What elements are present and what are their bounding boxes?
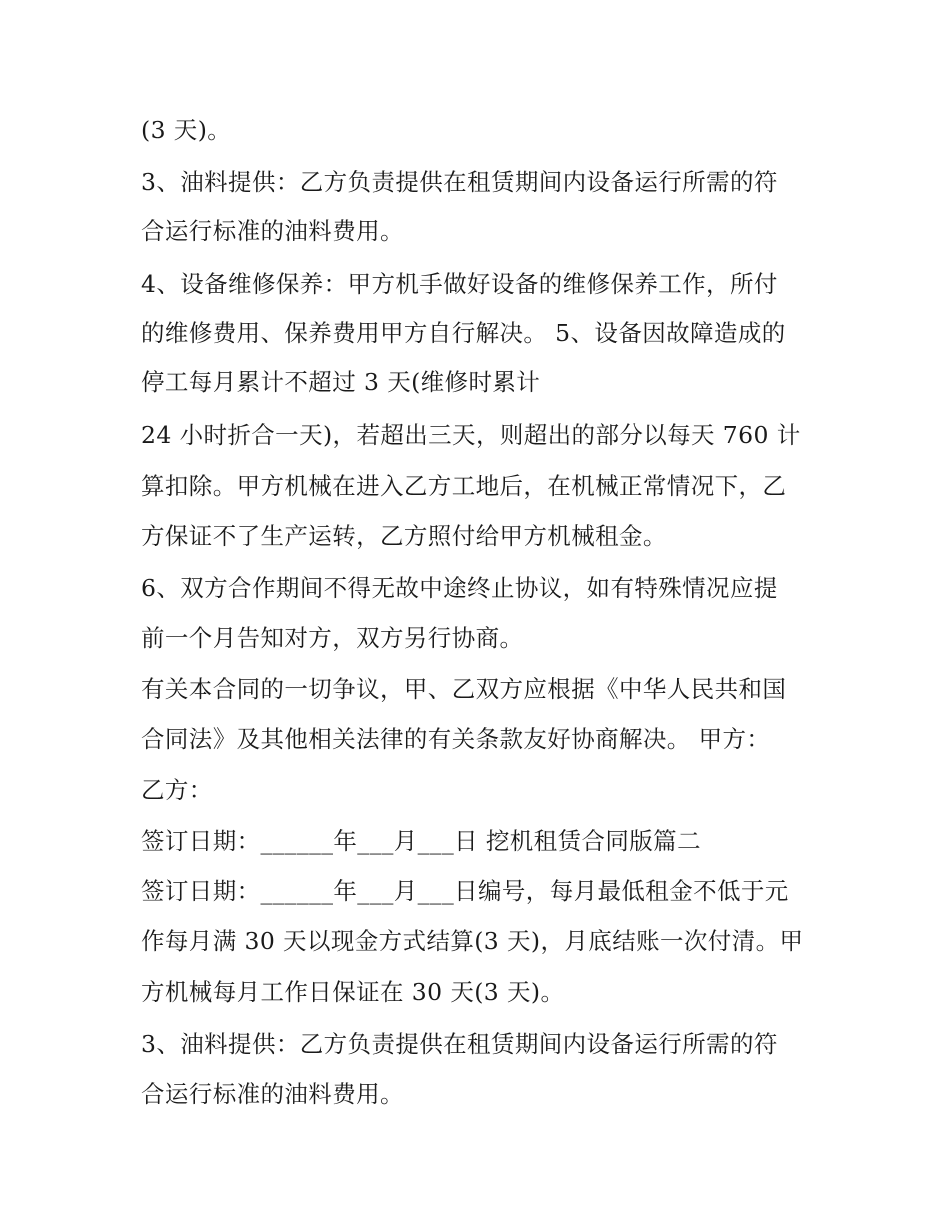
text-line-8: 算扣除。甲方机械在进入乙方工地后，在机械正常情况下，乙 [141,472,787,500]
text-line-15: 签订日期：______年___月___日 挖机租赁合同版篇二 [141,827,701,855]
text-line-3: 合运行标准的油料费用。 [141,217,404,245]
text-line-10: 6、双方合作期间不得无故中途终止协议，如有特殊情况应提 [141,574,778,602]
text-line-2: 3、油料提供：乙方负责提供在租赁期间内设备运行所需的符 [141,168,778,196]
text-line-7: 24 小时折合一天)，若超出三天，则超出的部分以每天 760 计 [141,421,801,449]
text-line-1: (3 天)。 [141,116,232,144]
text-line-6: 停工每月累计不超过 3 天(维修时累计 [141,368,541,396]
text-line-16: 签订日期：______年___月___日编号，每月最低租金不低于元 [141,877,789,905]
text-line-5: 的维修费用、保养费用甲方自行解决。 5、设备因故障造成的 [141,319,786,347]
text-line-13: 合同法》及其他相关法律的有关条款友好协商解决。 甲方： [141,725,771,753]
text-line-9: 方保证不了生产运转，乙方照付给甲方机械租金。 [141,522,667,550]
text-line-20: 合运行标准的油料费用。 [141,1080,404,1108]
text-line-4: 4、设备维修保养：甲方机手做好设备的维修保养工作，所付 [141,270,778,298]
text-line-18: 方机械每月工作日保证在 30 天(3 天)。 [141,978,565,1006]
text-line-11: 前一个月告知对方，双方另行协商。 [141,624,524,652]
text-line-17: 作每月满 30 天以现金方式结算(3 天)，月底结账一次付清。甲 [141,927,804,955]
text-line-12: 有关本合同的一切争议，甲、乙双方应根据《中华人民共和国 [141,675,787,703]
text-line-14: 乙方： [141,776,213,804]
text-line-19: 3、油料提供：乙方负责提供在租赁期间内设备运行所需的符 [141,1030,778,1058]
